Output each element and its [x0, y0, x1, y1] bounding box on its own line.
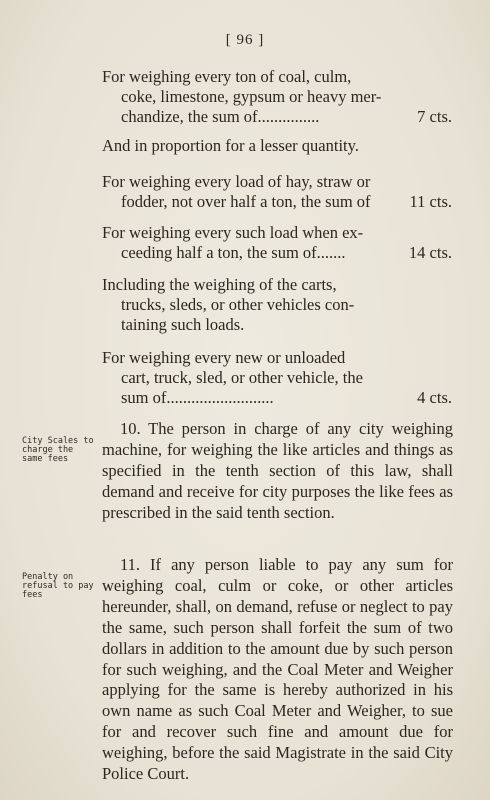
fee-amount: 4 cts. — [417, 388, 452, 407]
fee-line: And in proportion for a lesser quantity. — [102, 136, 359, 155]
fee-line: cart, truck, sled, or other vehicle, the — [121, 368, 363, 387]
fee-line: ceeding half a ton, the sum of....... — [121, 243, 346, 262]
fee-amount: 14 cts. — [408, 243, 452, 262]
fee-line: For weighing every new or unloaded — [102, 348, 346, 367]
section-text: 11. If any person liable to pay any sum for weighing coal, culm or coke, or other articles hereunder, shall, on demand, refuse or neglect to pay the same, such person shall forfeit the sum of two dollars in addition to the amount due by such person for such weighing, and the Coal Meter and Weigher applying for the same is hereby authorized in his own name as such Coal Meter and Weigher, to sue for and recover such fine and amount due for weighing, before the said Magistrate in the said City Police Court. — [102, 555, 453, 784]
margin-note-line: refusal to pay — [22, 581, 94, 591]
fee-line: For weighing every such load when ex- — [102, 223, 364, 242]
margin-note-line: Penalty on — [22, 572, 74, 582]
fee-line: Including the weighing of the carts, — [102, 275, 337, 294]
fee-line: chandize, the sum of............... — [121, 107, 320, 126]
fee-line: fodder, not over half a ton, the sum of — [121, 192, 371, 211]
fee-line: taining such loads. — [121, 315, 245, 334]
fee-line: For weighing every load of hay, straw or — [102, 172, 371, 191]
fee-line: sum of.......................... — [121, 388, 274, 407]
section-text: 10. The person in charge of any city weighing machine, for weighing the like articles and things as specified in the tenth section of this law, shall demand and receive for city purposes the like fees as prescribed in the said tenth section. — [102, 419, 453, 522]
fee-line: trucks, sleds, or other vehicles con- — [121, 295, 355, 314]
margin-note-line: same fees — [22, 454, 69, 464]
margin-note-line: City Scales to — [22, 436, 94, 446]
fee-line: coke, limestone, gypsum or heavy mer- — [121, 87, 382, 106]
page-number: [ 96 ] — [225, 32, 265, 48]
fee-amount: 11 cts. — [409, 192, 452, 211]
margin-note-line: charge the — [22, 445, 74, 455]
fee-line: For weighing every ton of coal, culm, — [102, 67, 352, 86]
margin-note-line: fees — [22, 590, 43, 600]
fee-amount: 7 cts. — [417, 107, 452, 126]
